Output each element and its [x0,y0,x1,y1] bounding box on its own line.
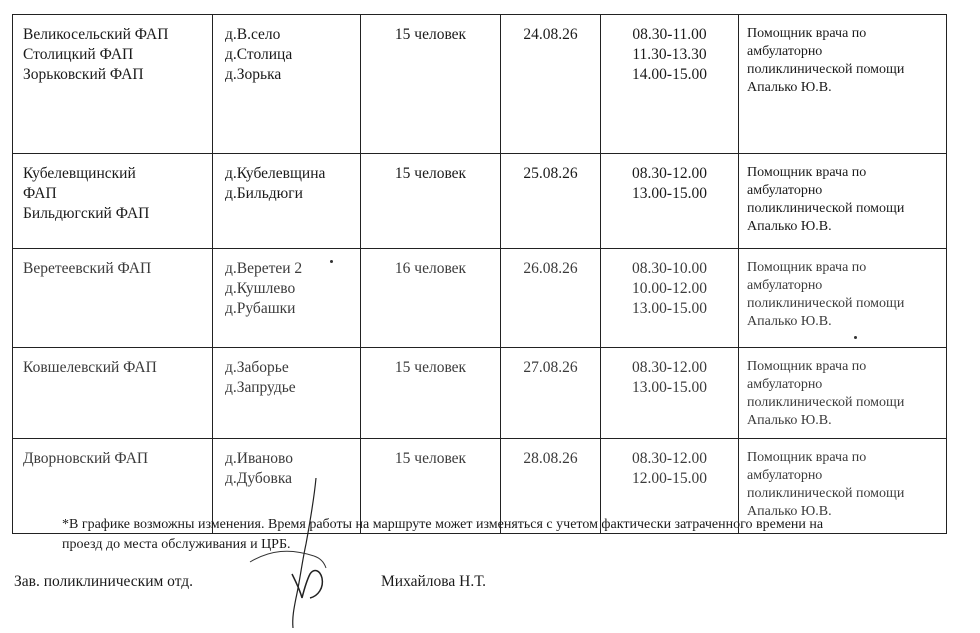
date-cell [501,15,601,154]
village-name: д.Запрудье [225,379,296,396]
responsible-text: Апалько Ю.В. [747,80,832,95]
count-cell [361,348,501,439]
responsible-text: Помощник врача по [747,260,867,275]
date-cell [501,154,601,249]
village-name: д.Иваново [225,450,293,467]
handwritten-signature [230,470,360,630]
villages-cell [213,348,361,439]
village-name: д.Веретеи 2 [225,260,303,277]
village-name: д.Дубовка [225,470,293,487]
responsible-text: Апалько Ю.В. [747,504,832,519]
responsible-cell [739,249,947,348]
time-slot: 08.30-12.00 [632,165,707,182]
note-line: проезд до места обслуживания и ЦРБ. [62,537,291,552]
responsible-text: амбулаторно [747,377,823,392]
time-slot: 11.30-13.30 [632,46,707,63]
fap-name: Великосельский ФАП [23,26,169,43]
responsible-text: поликлинической помощи [747,296,905,311]
fap-cell [13,15,213,154]
fap-name: Кубелевщинский [23,165,136,182]
responsible-text: амбулаторно [747,183,823,198]
time-cell [601,15,739,154]
date-cell [501,249,601,348]
village-name: д.Столица [225,46,293,63]
village-name: д.В.село [225,26,281,43]
visit-date: 25.08.26 [523,165,578,182]
time-slot: 08.30-12.00 [632,450,707,467]
count-cell [361,154,501,249]
responsible-text: Апалько Ю.В. [747,314,832,329]
village-name: д.Бильдюги [225,185,303,202]
time-cell [601,348,739,439]
village-name: д.Кубелевщина [225,165,326,182]
ink-speck [330,260,333,263]
fap-name: Ковшелевский ФАП [23,359,157,376]
fap-cell [13,348,213,439]
people-count: 16 человек [394,260,467,277]
time-slot: 13.00-15.00 [632,379,707,396]
time-cell [601,154,739,249]
fap-cell [13,154,213,249]
visit-date: 27.08.26 [523,359,578,376]
village-name: д.Кушлево [225,280,296,297]
responsible-text: поликлинической помощи [747,486,905,501]
responsible-cell [739,154,947,249]
count-cell [361,249,501,348]
people-count: 15 человек [394,359,467,376]
fap-name: Зорьковский ФАП [23,66,144,83]
schedule-note [62,515,942,555]
signatory-name: Михайлова Н.Т. [381,573,487,590]
responsible-text: поликлинической помощи [747,395,905,410]
villages-cell [213,249,361,348]
responsible-text: Помощник врача по [747,450,867,465]
date-cell [501,348,601,439]
schedule-table [12,14,947,534]
fap-name: Веретеевский ФАП [23,260,152,277]
fap-name: Столицкий ФАП [23,46,134,63]
time-slot: 08.30-10.00 [632,260,707,277]
villages-cell [213,15,361,154]
responsible-text: Апалько Ю.В. [747,219,832,234]
time-slot: 10.00-12.00 [632,280,707,297]
count-cell [361,15,501,154]
time-cell [601,249,739,348]
responsible-text: Помощник врача по [747,26,867,41]
visit-date: 28.08.26 [523,450,578,467]
fap-name: Дворновский ФАП [23,450,149,467]
responsible-text: Апалько Ю.В. [747,413,832,428]
visit-date: 26.08.26 [523,260,578,277]
table-row [13,249,947,348]
villages-cell [213,154,361,249]
table-row [13,154,947,249]
time-slot: 13.00-15.00 [632,185,707,202]
time-slot: 13.00-15.00 [632,300,707,317]
table-row [13,348,947,439]
responsible-text: Помощник врача по [747,359,867,374]
fap-cell [13,249,213,348]
note-line: *В графике возможны изменения. Время работы на маршруте может изменяться с учетом фактически затраченного времени на [62,517,824,532]
village-name: д.Рубашки [225,300,296,317]
time-slot: 08.30-12.00 [632,359,707,376]
village-name: д.Заборье [225,359,289,376]
people-count: 15 человек [394,26,467,43]
people-count: 15 человек [394,165,467,182]
responsible-cell [739,15,947,154]
ink-speck [854,336,857,339]
fap-name: Бильдюгский ФАП [23,205,150,222]
responsible-text: амбулаторно [747,468,823,483]
visit-date: 24.08.26 [523,26,578,43]
signatory-title: Зав. поликлиническим отд. [14,573,194,590]
responsible-text: амбулаторно [747,278,823,293]
table-row [13,15,947,154]
fap-name: ФАП [23,185,57,202]
responsible-text: поликлинической помощи [747,201,905,216]
responsible-text: амбулаторно [747,44,823,59]
time-slot: 08.30-11.00 [632,26,707,43]
responsible-text: поликлинической помощи [747,62,905,77]
village-name: д.Зорька [225,66,282,83]
responsible-cell [739,348,947,439]
time-slot: 12.00-15.00 [632,470,707,487]
responsible-text: Помощник врача по [747,165,867,180]
time-slot: 14.00-15.00 [632,66,707,83]
people-count: 15 человек [394,450,467,467]
